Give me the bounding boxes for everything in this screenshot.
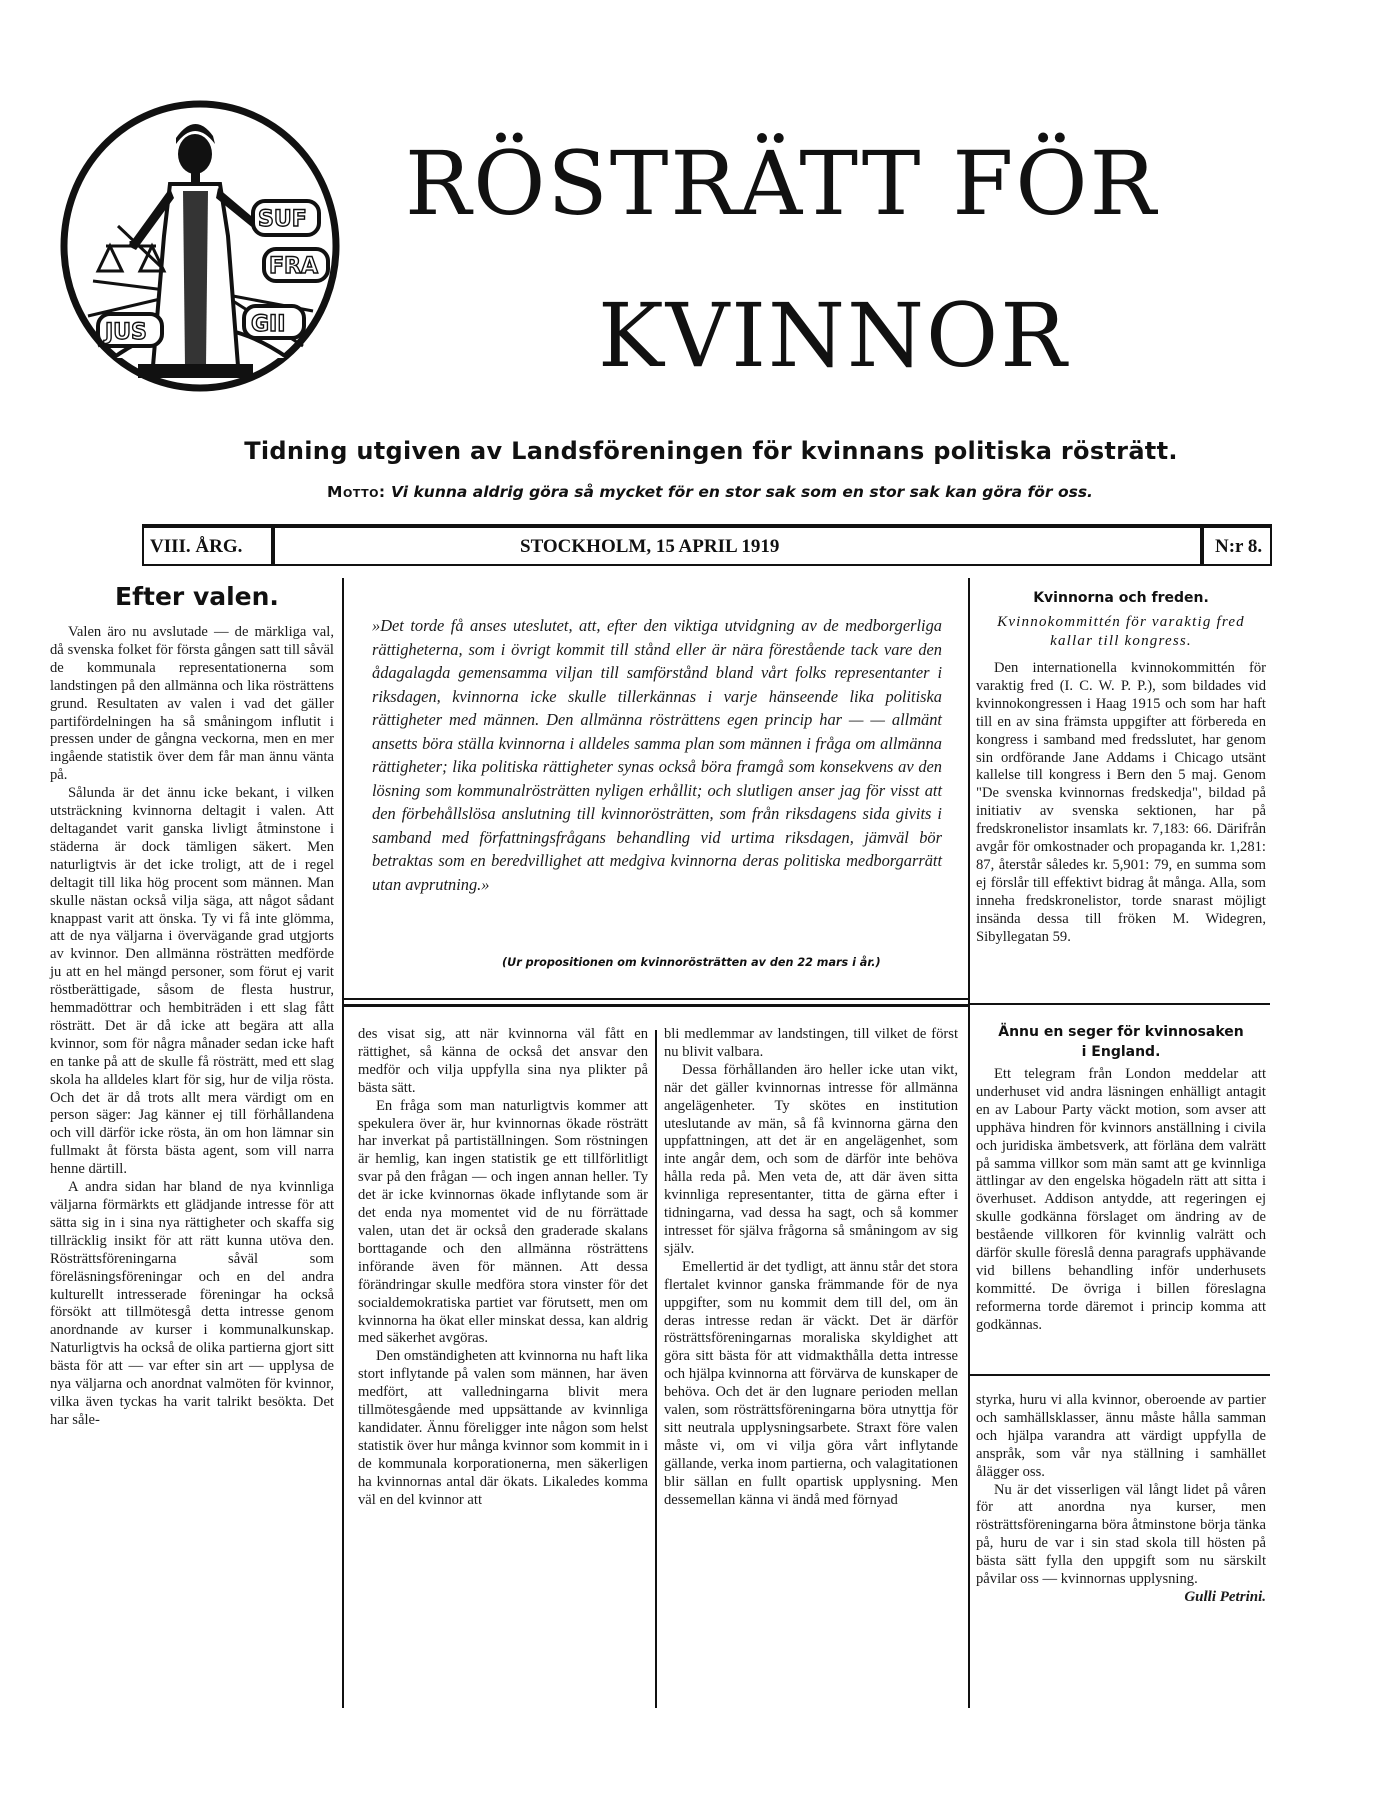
sidebar-separator-2 bbox=[970, 1374, 1270, 1376]
sidebar-peace-subhead-line2: kallar till kongress. bbox=[1050, 633, 1192, 649]
issue-volume: VIII. ÅRG. bbox=[150, 536, 243, 557]
article-paragraph: En fråga som man naturligtvis kommer att spekulera över är, hur kvinnornas ökade rösträtt har inverkat på partiställningen. Som röstningen är hemlig, kan ingen statistik ge ett tillförlitligt svar på den frågan — och ingen annan heller. Ty det är icke kvinnornas ökade inflytande som är det enda nya momentet vid de nu förrättade valen, utan det är också den graderade skalans borttagande och den allmänna rösträttens införande även för männen. Att dessa förändringar skulle medföra stora vinster för det socialdemokratiska partiet var förutsett, men om kvinnorna ha ökat eller minskat dessa, kan aldrig med säkerhet avgöras. bbox=[358, 1097, 648, 1347]
issue-bar-bottom-rule bbox=[142, 564, 1272, 566]
article-paragraph: styrka, huru vi alla kvinnor, oberoende av partier och samhällsklasser, ännu måste hålla samman och hjälpa varandra att värdigt uppfylla de anspråk, som vår nya ställning i samhället ålägger oss. bbox=[976, 1392, 1266, 1480]
column-divider-3 bbox=[968, 578, 970, 1708]
article-paragraph: Emellertid är det tydligt, att ännu står det stora flertalet kvinnor ganska främmande för de nya uppgifter, som nu kommit dem till del, om än deras intresse redan är väckt. Det är därför rösträttsföreningarnas moraliska skyldighet att göra sitt bästa för att vidmakthålla detta intresse och hjälpa kvinnorna att förvärva de kunskaper de behöva. Och det är den lugnare perioden mellan valen, som rösträttsföreningarna böra utnyttja för sitt neutrala upplysningsarbete. Straxt före valen måste vi, om vi vilja göra vårt inflytande gällande, verka inom partierna, och valagitationen blir sällan en fullt opartisk upplysning. Men dessemellan känna vi ändå med förnyad bbox=[664, 1258, 958, 1508]
sidebar-peace-headline: Kvinnorna och freden. bbox=[1033, 590, 1209, 606]
proposition-quote: »Det torde få anses uteslutet, att, efter den viktiga utvidgning av de medborgerliga rättigheterna, som i övrigt kommit till stånd eller är nära förestående tack vare den ådagalagda gemensamma viljan till samförstånd bland vårt folks representanter i riksdagen, kvinnorna icke skulle tillerkännas i varje hänseende lika politiska rättigheter med männen. Den allmänna rösträttens egen princip har — — allmänt ansetts böra ställa kvinnorna i alldeles samma plan som männen i fråga om allmänna rättigheter; lika politiska rättigheter synas också böra framgå som konsekvens av den lösning som kommunalrösträtten nyligen erhållit; och slutligen anser jag för visst att den förbehållslösa anslutning till kvinnorösträtten, som från riksdagens sida givits i samband med författningsfrågans behandling vid urtima riksdagen, jämväl bör betraktas som en beredvillighet att medgiva kvinnorna deras politiska medborgarrätt utan avprutning.» bbox=[372, 616, 942, 894]
sidebar-england-headline-line1: Ännu en seger för kvinnosaken bbox=[998, 1024, 1244, 1040]
logo-text-suf: SUF bbox=[258, 207, 307, 232]
issue-bar-divider-right bbox=[1200, 524, 1204, 566]
article-column-1 bbox=[50, 624, 334, 1430]
issue-bar-top-rule bbox=[142, 524, 1272, 528]
issue-bar-divider-left bbox=[271, 524, 275, 566]
article-paragraph: Nu är det visserligen väl långt lidet på våren för att anordna nya kurser, men rösträttsföreningarna böra åtminstone börja tänka på, huru de var i sin stad skola till hösten på bästa sätt fylla den uppgift som nu särskilt påvilar oss — kvinnornas upplysning. bbox=[976, 1481, 1266, 1588]
article-paragraph: Valen äro nu avslutade — de märkliga val, då svenska folket för första gången satt till såväl de kommunala representationerna som landstingen på den allmänna och lika rösträttens grund. Resultaten av valen i vad det gäller partifördelningen ha så småningom influtit i pressen under de gångna veckorna, men en mer ingående statistik över dem får man ännu vänta på. bbox=[50, 624, 334, 784]
suffragii-emblem bbox=[58, 96, 343, 394]
article-paragraph: A andra sidan har bland de nya kvinnliga väljarna förmärkts ett glädjande intresse för att sätta sig in i sina nya rättigheter och skaffa sig tillräcklig insikt för att rätt kunna utöva den. Rösträttsföreningarna såväl som föreläsningsföreningar och en del andra kulturellt intresserade föreningar ha också försökt att tillmötesgå detta intresse genom anordnande av kurser i kommunalkunskap. Naturligtvis ha också de olika partierna gjort sitt bästa för att — var efter sin art — upplysa de nya väljarna och anordnat valmöten för kvinnor, vilka även tyckas ha varit talrikt besökta. Det har såle- bbox=[50, 1179, 334, 1428]
article-paragraph: bli medlemmar av landstingen, till vilket de först nu blivit valbara. bbox=[664, 1026, 958, 1060]
sidebar-peace-subhead-line1: Kvinnokommittén för varaktig fred bbox=[997, 614, 1245, 630]
logo-text-fra: FRA bbox=[269, 254, 318, 279]
sidebar-england-body bbox=[976, 1066, 1266, 1335]
masthead-title-line2: KVINNOR bbox=[598, 284, 1069, 387]
sidebar-peace-paragraph: Den internationella kvinnokommittén för varaktig fred (I. C. W. P. P.), som bildades vid kvinnokongressen i Haag 1915 och som har haft till en av sina främsta uppgifter att förbereda en kongress i samband med fredsslutet, har genom sin ordförande Jane Addams i Chicago utsänt kallelse till kongress i Bern den 5 maj. Genom "De svenska kvinnornas fredskedja", bildad på initiativ av svenska sektionen, har på fredskronelistor insamlats kr. 7,183: 66. Därifrån avgår för omkostnader och propaganda kr. 1,281: 87, återstår således kr. 5,901: 79, en summa som ej förslår till effektivt bidrag åt många. Alla, som inneha fredskronelistor, torde snarast möjligt insända dessa till fröken M. Widegren, Sibyllegatan 59. bbox=[976, 660, 1266, 945]
sidebar-england-headline bbox=[972, 1022, 1270, 1062]
quote-rule-top bbox=[344, 998, 968, 1000]
article-paragraph: Den omständigheten att kvinnorna nu haft lika stort inflytande på valen som männen, har även medfört, att valledningarna blivit mera tillmötesgående med uppsättande av kvinnliga kandidater. Ännu föreligger inte någon som helst statistik över hur många kvinnor som kommit in i de kommunala korporationerna, men säkerligen ha kvinnornas antal där ökats. Likaledes komma väl en del kvinnor att bbox=[358, 1348, 648, 1508]
proposition-quote-source: (Ur propositionen om kvinnorösträtten av den 22 mars i år.) bbox=[502, 956, 881, 969]
masthead-motto bbox=[160, 483, 1260, 501]
article-column-3 bbox=[664, 1026, 958, 1509]
column-divider-1 bbox=[342, 578, 344, 1708]
sidebar-peace-subhead bbox=[972, 613, 1270, 651]
quote-rule-bottom bbox=[344, 1004, 968, 1007]
sidebar-peace-body bbox=[976, 660, 1266, 947]
article-paragraph: des visat sig, att när kvinnorna väl fått en rättighet, så känna de också det ansvar den medför och vilja uppfylla sina nya plikter på bästa sätt. bbox=[358, 1026, 648, 1096]
sidebar-england-headline-line2: i England. bbox=[1081, 1044, 1161, 1060]
article-headline: Efter valen. bbox=[115, 582, 279, 611]
column-divider-2 bbox=[655, 1030, 657, 1708]
masthead-title-line1: RÖSTRÄTT FÖR bbox=[405, 132, 1158, 235]
article-paragraph: Dessa förhållanden äro heller icke utan vikt, när det gäller kvinnornas intresse för allmänna angelägenheter. Ty skötes en institution uteslutande av män, så få kvinnorna gärna den uppfattningen, att det är en angelägenhet, som inte angår dem, och som de därför inte behöva hålla reda på. Men veta de, att där även sitta kvinnliga representanter, titta de gärna efter i tidningarna, vad dessa ha sagt, och så kommer intresset för själva frågorna så småningom av sig själv. bbox=[664, 1061, 958, 1257]
issue-bar-right-edge bbox=[1270, 524, 1272, 566]
motto-text: Vi kunna aldrig göra så mycket för en stor sak som en stor sak kan göra för oss. bbox=[391, 483, 1093, 501]
logo-text-gii: GII bbox=[251, 312, 286, 337]
sidebar-england-paragraph: Ett telegram från London meddelar att underhuset vid andra läsningen enhälligt antagit en av Labour Party väckt motion, som avser att upphäva hindren för kvinnors anställning i civila och juridiska ämbetsverk, att förläna dem valrätt på samma villkor som män samt att ge kvinnliga ättlingar av den engelska högadeln rätt att sitta i överhuset. Addison antydde, att regeringen ej skulle godkänna förslaget om ändring av de bestående villkoren för kvinnlig valrätt och därför skulle föreslå denna paragrafs upphävande vid billens behandling inför underhusets kommitté. De övriga i billen föreslagna reformerna torde däremot i princip komma att godkännas. bbox=[976, 1066, 1266, 1333]
masthead-subtitle: Tidning utgiven av Landsföreningen för kvinnans politiska rösträtt. bbox=[244, 437, 1178, 465]
issue-place-date: STOCKHOLM, 15 APRIL 1919 bbox=[520, 536, 780, 557]
article-column-2 bbox=[358, 1026, 648, 1509]
issue-bar-left-edge bbox=[142, 524, 144, 566]
issue-number: N:r 8. bbox=[1215, 536, 1263, 557]
motto-label: Motto: bbox=[327, 483, 386, 501]
article-paragraph: Sålunda är det ännu icke bekant, i vilken utsträckning kvinnorna deltagit i valen. Att deltagandet varit ganska livligt åtminstone i städerna är dock tämligen säkert. Men naturligtvis är det icke troligt, att de i regel deltagit till lika hög procent som männen. Man skulle nästan också vilja säga, att något sådant knappast varit att önska. Ty vi få inte glömma, att de nya väljarna i övervägande grad utgjorts av kvinnor. Den allmänna rösträtten medförde ju att en hel mängd personer, som förut ej varit röstberättigade, såsom de flesta hustrur, hemmadöttrar och hembiträden i ett slag fått rösträtt. Det är då icke att begära att alla kvinnor, som för några månader sedan icke haft en tanke på att de skulle få rösträtt, med ett slag skola ha alldeles klart för sig, hur de vilja rösta. Och det är då trots allt mera värdigt om en person säger: Jag känner ej till förhållandena och vill därför icke rösta, än om hon lämnar sin fullmakt åt första bästa agent, som vill narra henne därtill. bbox=[50, 785, 334, 1178]
sidebar-separator-1 bbox=[970, 1003, 1270, 1005]
logo-text-jus: JUS bbox=[105, 320, 147, 345]
article-signature: Gulli Petrini. bbox=[1184, 1588, 1266, 1605]
article-column-4 bbox=[976, 1392, 1266, 1607]
